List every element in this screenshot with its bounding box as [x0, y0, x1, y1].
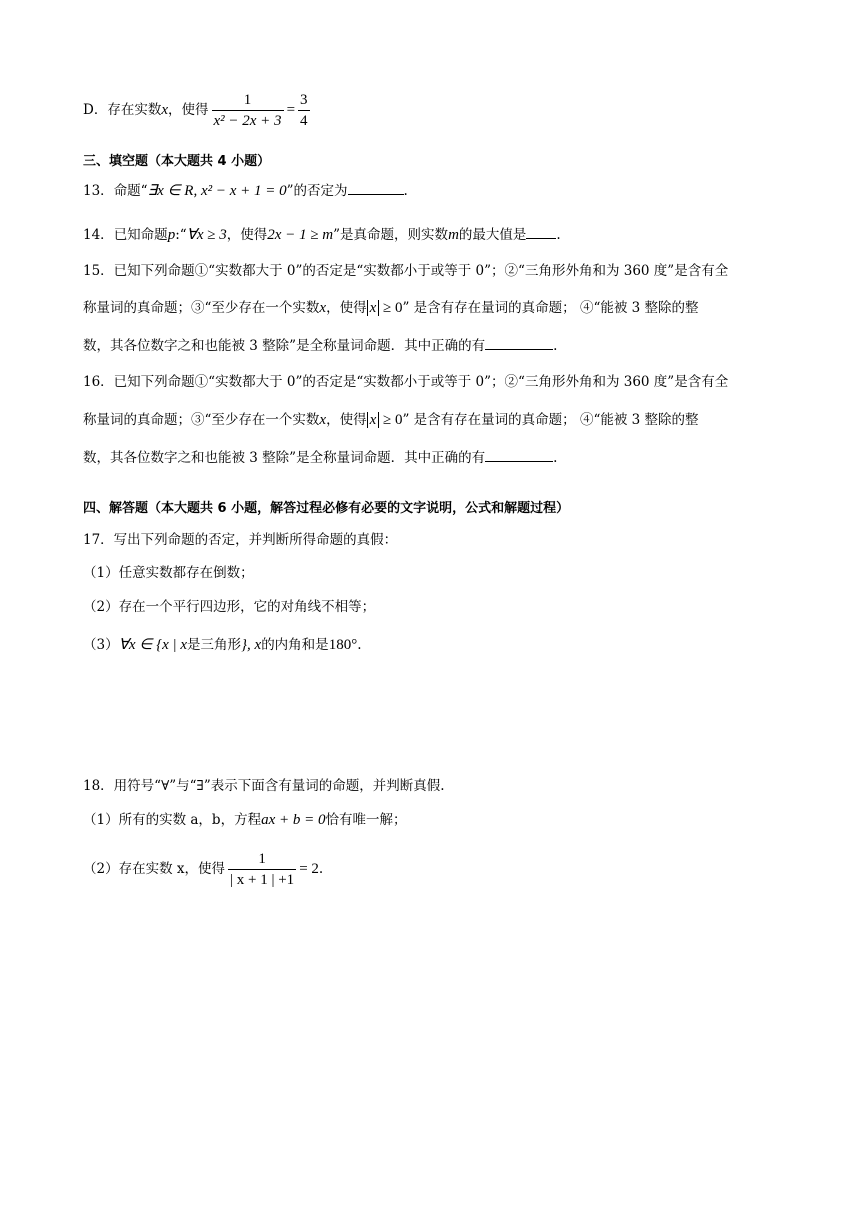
q18-stem: 18．用符号“∀”与“∃”表示下面含有量词的命题，并判断真假. — [83, 778, 445, 794]
q16-end: . — [553, 450, 558, 466]
q17-item-1: （1）任意实数都存在倒数； — [83, 565, 254, 581]
q15-line2-ineq: ≥ 0 — [379, 300, 403, 316]
q12d-rhs-num: 3 — [300, 92, 308, 108]
q18-item2-end: . — [318, 861, 324, 877]
q15-answer-blank[interactable] — [485, 349, 553, 350]
q15-line3 — [83, 336, 557, 356]
q17-item3-math2: }, x — [241, 637, 262, 653]
q14-p: p — [167, 227, 176, 243]
q16-line2 — [83, 410, 699, 430]
q12d-var: x — [161, 102, 168, 118]
q14-number: 14． — [83, 227, 114, 243]
q18-item2-pre: （2）存在实数 x，使得 — [83, 861, 225, 877]
q13-pre: 命题“ — [113, 183, 148, 199]
q15-line2-x: x — [319, 300, 327, 316]
q16-line2-pre: 称量词的真命题；③“至少存在一个实数 — [83, 412, 320, 428]
q12-option-d — [83, 91, 313, 130]
section3-title: 三、填空题（本大题共 4 小题） — [83, 154, 271, 169]
q18-item2-fraction — [228, 850, 296, 889]
q15-end: . — [553, 338, 558, 354]
q18-item-2 — [83, 850, 323, 889]
q16-line2-mid: ，使得 — [326, 412, 367, 428]
q15-abs-x: x — [367, 300, 380, 316]
q17-item3-deg: 180° — [328, 637, 358, 653]
section4-title: 四、解答题（本大题共 6 小题，解答过程必修有必要的文字说明，公式和解题过程） — [83, 501, 570, 516]
q12d-rhs-fraction — [298, 91, 310, 130]
q16-line2-ineq: ≥ 0 — [379, 412, 403, 428]
q16-line1: 16．已知下列命题①“实数都大于 0”的否定是“实数都小于或等于 0”；②“三角形外角和为 360 度”是含有全 — [83, 374, 729, 390]
q17-item3-post: 的内角和是 — [261, 637, 329, 653]
q18-item2-den: | x + 1 | +1 — [228, 869, 296, 889]
q18-item-1 — [83, 810, 406, 830]
q12d-rhs-den: 4 — [298, 110, 310, 130]
q14-answer-blank[interactable] — [526, 238, 556, 239]
q16-line3-text: 数，其各位数字之和也能被 3 整除”是全称量词命题．其中正确的有 — [83, 450, 486, 466]
q17-item3-math1: ∀x ∈ {x | x — [118, 637, 188, 653]
q14 — [83, 225, 561, 245]
q12d-eq: = — [286, 102, 296, 118]
q12d-mid: ，使得 — [168, 102, 209, 118]
q17-item3-cn: 是三角形 — [187, 637, 242, 653]
q13-math: ∃x ∈ R, x² − x + 1 = 0 — [147, 183, 287, 199]
q15-line2-pre: 称量词的真命题；③“至少存在一个实数 — [83, 300, 320, 316]
q16-line2-post: ” 是含有存在量词的真命题； ④“能被 3 整除的整 — [402, 412, 699, 428]
q12d-label: D．存在实数 — [83, 102, 162, 118]
q18-item1-pre: （1）所有的实数 a，b，方程 — [83, 812, 262, 828]
q12d-fraction — [212, 91, 284, 130]
q17-item3-pre: （3） — [83, 637, 119, 653]
q14-pre: 已知命题 — [113, 227, 168, 243]
q17-item-2: （2）存在一个平行四边形，它的对角线不相等； — [83, 599, 376, 615]
q15-line2 — [83, 298, 699, 318]
q16-line2-x: x — [319, 412, 327, 428]
q17-item3-end: . — [357, 637, 362, 653]
q16-abs-x: x — [367, 412, 380, 428]
q18-item2-eq: = 2 — [299, 861, 319, 877]
q17-item-3 — [83, 635, 361, 655]
q15-line2-mid: ，使得 — [326, 300, 367, 316]
q15-line1: 15．已知下列命题①“实数都大于 0”的否定是“实数都小于或等于 0”；②“三角形外角和为 360 度”是含有全 — [83, 263, 729, 279]
q18-item2-num: 1 — [258, 851, 266, 867]
q14-mid: ，使得 — [226, 227, 268, 243]
q14-colon: :“ — [175, 227, 187, 243]
q14-post: ”是真命题，则实数 — [333, 227, 449, 243]
q16-line3 — [83, 448, 557, 468]
q13-end: . — [403, 183, 408, 199]
q13-answer-blank[interactable] — [348, 194, 404, 195]
q18-item1-post: 恰有唯一解； — [325, 812, 407, 828]
q13-post: ”的否定为 — [286, 183, 348, 199]
q16-answer-blank[interactable] — [485, 461, 553, 462]
q18-item1-math: ax + b = 0 — [261, 812, 326, 828]
q17-stem: 17．写出下列命题的否定，并判断所得命题的真假： — [83, 532, 398, 548]
q14-m: m — [448, 227, 459, 243]
q15-line3-text: 数，其各位数字之和也能被 3 整除”是全称量词命题．其中正确的有 — [83, 338, 486, 354]
q14-end: . — [556, 227, 561, 243]
q14-ineq: 2x − 1 ≥ m — [267, 227, 334, 243]
q12d-frac-den: x² − 2x + 3 — [212, 110, 284, 130]
q13-number: 13． — [83, 183, 114, 199]
q12d-frac-num: 1 — [243, 92, 252, 108]
q13 — [83, 181, 408, 201]
q14-tail: 的最大值是 — [458, 227, 527, 243]
q15-line2-post: ” 是含有存在量词的真命题； ④“能被 3 整除的整 — [402, 300, 699, 316]
q14-cond: ∀x ≥ 3 — [186, 227, 227, 243]
